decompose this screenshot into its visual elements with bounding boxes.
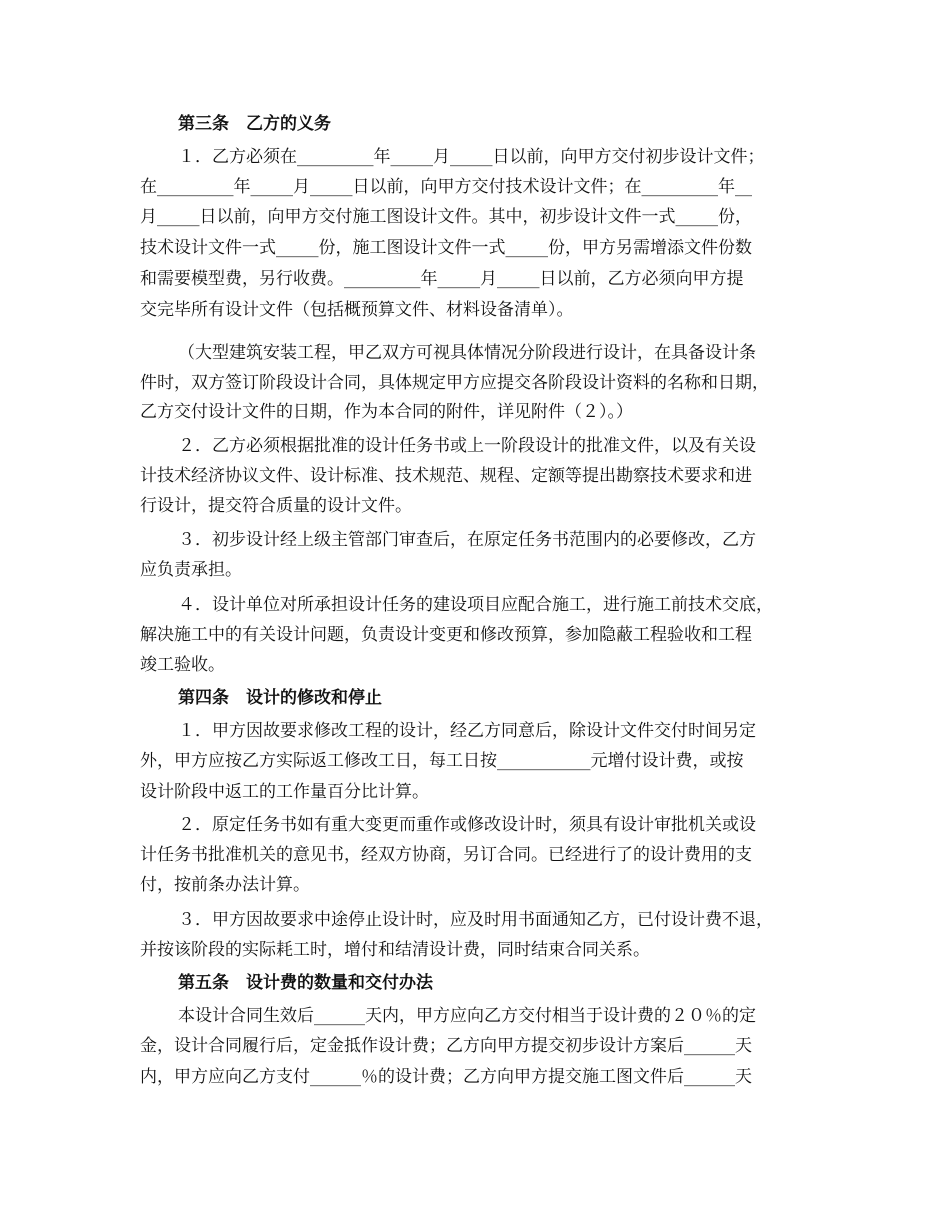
- article-3-note-line: （大型建筑安装工程，甲乙双方可视具体情况分阶段进行设计，在具备设计条: [178, 343, 756, 363]
- article-3-item-1-line: 交完毕所有设计文件（包括概预算文件、材料设备清单）。: [140, 300, 574, 320]
- article-5-body-line: 内，甲方应向乙方支付______％的设计费；乙方向甲方提交施工图文件后______天: [140, 1067, 752, 1087]
- article-5-heading: 第五条 设计费的数量和交付办法: [178, 973, 433, 993]
- article-4-item-2-line: 计任务书批准机关的意见书，经双方协商，另订合同。已经进行了的设计费用的支: [140, 845, 752, 865]
- article-4-item-1-line: 外，甲方应按乙方实际返工修改工日，每工日按___________元增付设计费，或按: [140, 751, 744, 771]
- article-3-item-1-line: 月_____日以前，向甲方交付施工图设计文件。其中，初步设计文件一式_____份，: [140, 207, 752, 227]
- article-3-item-1-line: 在_________年_____月_____日以前，向甲方交付技术设计文件；在_________年__: [140, 177, 752, 197]
- article-3-note-line: 乙方交付设计文件的日期，作为本合同的附件，详见附件（２）。）: [140, 402, 633, 422]
- article-3-item-1-line: 技术设计文件一式_____份，施工图设计文件一式_____份，甲方另需增添文件份数: [140, 238, 752, 258]
- article-3-heading: 第三条 乙方的义务: [178, 114, 331, 134]
- article-4-item-1-line: １．甲方因故要求修改工程的设计，经乙方同意后，除设计文件交付时间另定: [178, 721, 756, 741]
- article-3-item-3-line: 应负责承担。: [140, 560, 242, 580]
- article-3-item-1-line: 和需要模型费，另行收费。_________年_____月_____日以前，乙方必须向甲方提: [140, 269, 744, 289]
- article-5-body-line: 本设计合同生效后______天内，甲方应向乙方交付相当于设计费的２０％的定: [178, 1006, 756, 1026]
- article-4-item-2-line: 付，按前条办法计算。: [140, 875, 310, 895]
- article-4-item-1-line: 设计阶段中返工的工作量百分比计算。: [140, 782, 429, 802]
- article-3-item-4-line: 解决施工中的有关设计问题，负责设计变更和修改预算，参加隐蔽工程验收和工程: [140, 625, 752, 645]
- article-3-item-4-line: ４．设计单位对所承担设计任务的建设项目应配合施工，进行施工前技术交底，: [178, 595, 773, 615]
- article-4-item-2-line: ２．原定任务书如有重大变更而重作或修改设计时，须具有设计审批机关或设: [178, 815, 756, 835]
- article-3-note-line: 件时，双方签订阶段设计合同，具体规定甲方应提交各阶段设计资料的名称和日期，: [140, 373, 769, 393]
- article-3-item-1-line: １．乙方必须在_________年_____月_____日以前，向甲方交付初步设计文件；: [178, 147, 765, 167]
- article-4-heading: 第四条 设计的修改和停止: [178, 688, 382, 708]
- article-3-item-2-line: 计技术经济协议文件、设计标准、技术规范、规程、定额等提出勘察技术要求和进: [140, 466, 752, 486]
- article-4-item-3-line: ３．甲方因故要求中途停止设计时，应及时用书面通知乙方，已付设计费不退，: [178, 910, 773, 930]
- article-5-body-line: 金，设计合同履行后，定金抵作设计费；乙方向甲方提交初步设计方案后______天: [140, 1036, 752, 1056]
- article-3-item-2-line: 行设计，提交符合质量的设计文件。: [140, 496, 412, 516]
- article-3-item-2-line: ２．乙方必须根据批准的设计任务书或上一阶段设计的批准文件，以及有关设: [178, 436, 756, 456]
- article-3-item-4-line: 竣工验收。: [140, 655, 225, 675]
- article-3-item-3-line: ３．初步设计经上级主管部门审查后，在原定任务书范围内的必要修改，乙方: [178, 530, 756, 550]
- article-4-item-3-line: 并按该阶段的实际耗工时，增付和结清设计费，同时结束合同关系。: [140, 940, 650, 960]
